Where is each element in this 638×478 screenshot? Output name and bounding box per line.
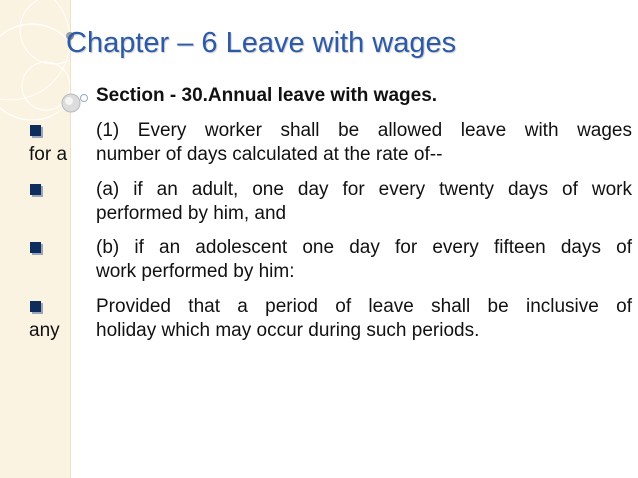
paragraph-4-line-2: holiday which may occur during such periods. [96,320,480,341]
paragraph-1-lead: for a [29,144,68,165]
paragraph-4-lead: any [29,320,60,341]
paragraph-2-line-1: (a) if an adult, one day for every twenty days of work [96,179,632,200]
square-bullet-icon [30,242,41,253]
square-bullet-icon [30,184,41,195]
paragraph-1-line-1: (1) Every worker shall be allowed leave with wages [96,120,632,141]
square-bullet-icon [30,125,41,136]
decorative-circles [0,0,71,140]
paragraph-3-line-1: (b) if an adolescent one day for every fifteen days of [96,237,632,258]
circle-bullet-icon [80,94,88,102]
paragraph-1-line-2: number of days calculated at the rate of-- [96,144,443,165]
paragraph-2-line-2: performed by him, and [96,203,287,224]
slide-title: Chapter – 6 Leave with wages [66,27,457,59]
paragraph-4-line-1: Provided that a period of leave shall be inclusive of [96,296,632,317]
paragraph-3-line-2: work performed by him: [96,261,295,282]
decorative-dot-icon [58,90,84,116]
section-heading: Section - 30.Annual leave with wages. [96,85,438,106]
square-bullet-icon [30,301,41,312]
side-panel [0,0,71,478]
